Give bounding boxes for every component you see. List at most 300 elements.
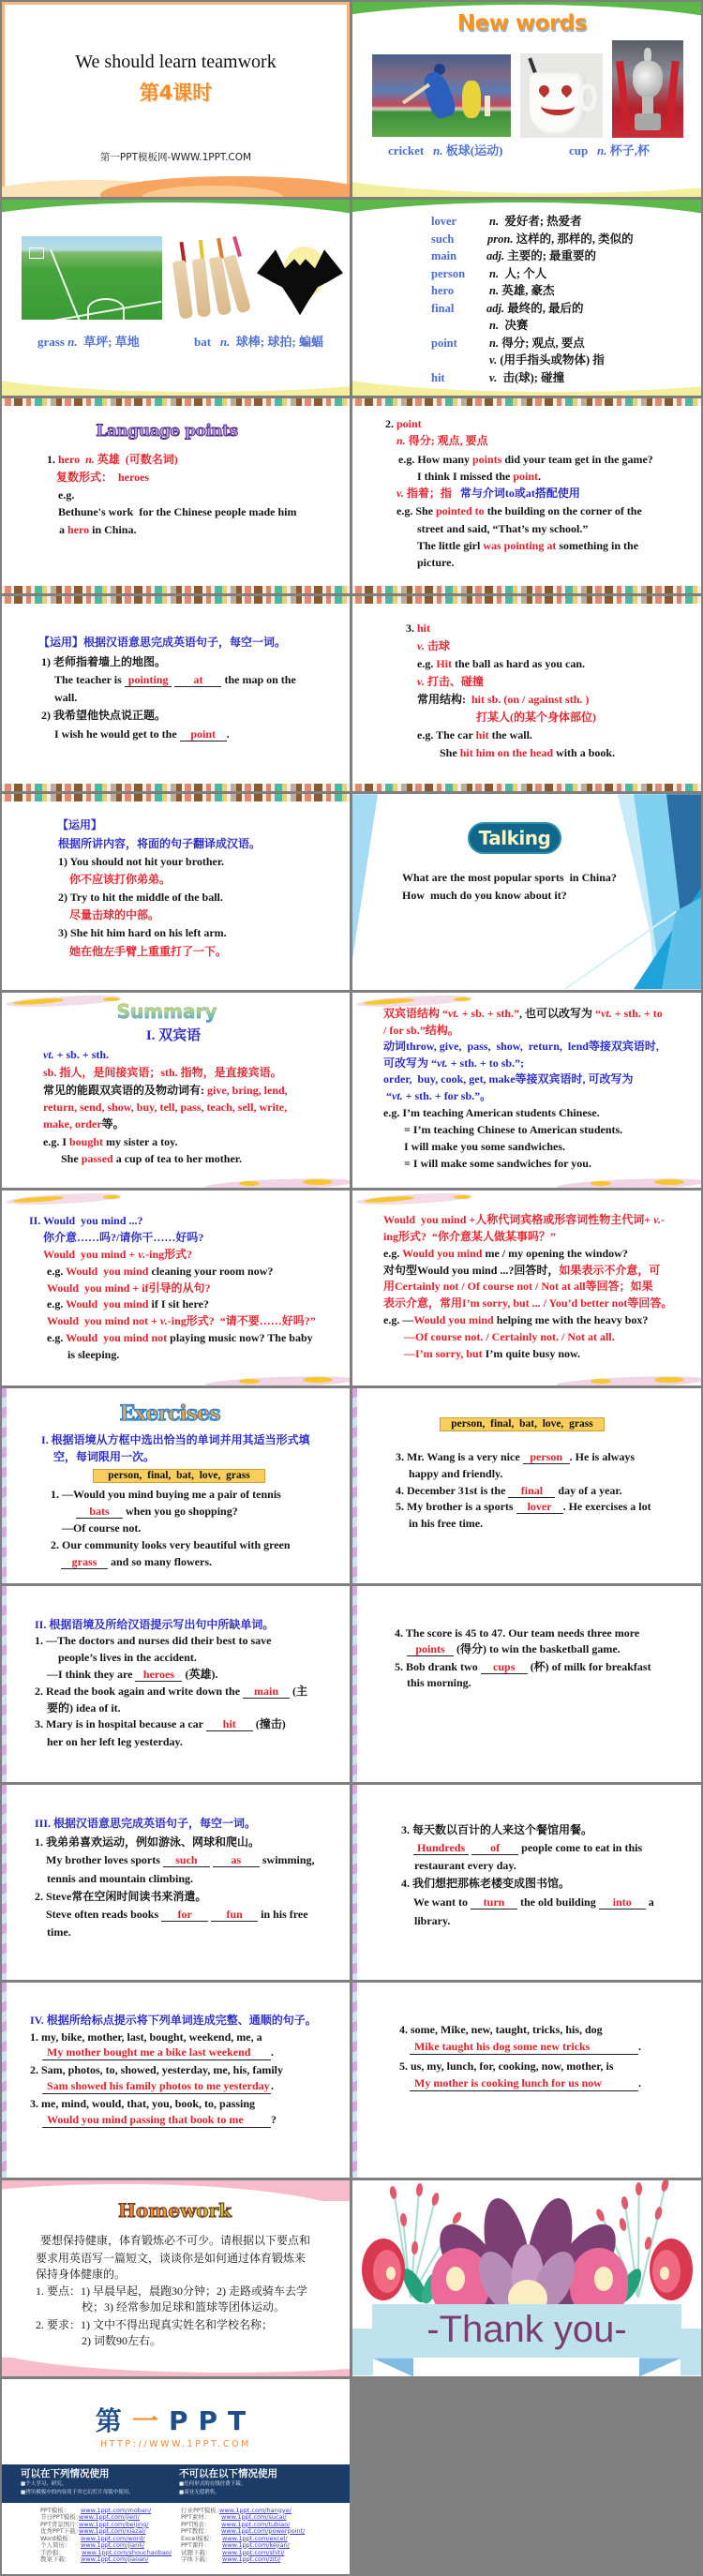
text-run: e.g.: [58, 487, 75, 502]
text-run: -ing形式? “请不要……好吗?”: [167, 1313, 316, 1327]
text-run: vt.: [392, 1088, 403, 1102]
text-run: We want to: [413, 1895, 471, 1909]
text-line: [43, 1065, 282, 1080]
text-run: 1. my, bike, mother, last, bought, weekend, me, a: [30, 2030, 262, 2044]
flower-bud: [399, 2213, 407, 2227]
text-run: day of a year.: [555, 1484, 622, 1498]
text-line: [69, 907, 159, 922]
link[interactable]: www.1ppt.com/tubiao/: [221, 2520, 291, 2528]
text-line: [29, 1213, 143, 1228]
text-run: vt.: [601, 1006, 612, 1020]
text-run: if I sit here?: [148, 1296, 209, 1310]
text-line: [54, 672, 296, 687]
text-run: 这样的, 那样的, 类似的: [513, 232, 634, 247]
text-line: [385, 416, 422, 431]
text-run: 得分; 观点, 要点: [499, 337, 585, 351]
text-run: the old building: [517, 1895, 599, 1909]
link-label: 手抄报：: [40, 2548, 65, 2556]
link-label: 行业PPT模板：: [181, 2506, 223, 2514]
banner-edge: [681, 2329, 701, 2375]
vocab-word: main: [431, 249, 457, 263]
text-run: e.g. The car: [417, 727, 476, 741]
text-run: 【运用】根据汉语意思完成英语句子，每空一词。: [38, 635, 287, 649]
text-run: points: [472, 452, 502, 466]
text-run: v.: [159, 1313, 168, 1327]
text-line: [395, 1659, 651, 1674]
text-run: 英雄 (可数名词): [94, 452, 178, 466]
text-run: Steve often reads books: [46, 1907, 162, 1921]
answer-blank: points: [407, 1642, 454, 1656]
text-run: (撞击): [252, 1717, 286, 1731]
text-run: swimming,: [259, 1852, 315, 1866]
slide-heading: [2, 2198, 348, 2223]
text-run: 打某人(的某个身体部位): [476, 710, 596, 724]
text-run: in his free: [258, 1907, 308, 1921]
vocab-caption: [194, 335, 323, 350]
text-line: [69, 872, 171, 887]
text-line: [404, 1346, 580, 1361]
text-line: [417, 638, 450, 653]
slide-exercises-4b: [352, 1983, 701, 2178]
text-run: (英雄).: [182, 1668, 218, 1682]
vocab-definition: [489, 283, 554, 298]
text-run: something in the: [556, 538, 639, 552]
stumps: [485, 96, 490, 116]
vocab-definition: [486, 301, 584, 316]
slide-talking: [352, 794, 701, 989]
slide-exercises-2b: [352, 1586, 701, 1781]
answer-blank: into: [599, 1895, 646, 1910]
text-run: Would you mind: [413, 1312, 494, 1326]
text-run: 常用结构:: [417, 692, 471, 706]
stripe-decoration: [352, 1388, 357, 1583]
link-label: 试题下载：: [181, 2548, 212, 2556]
text-run: 3. Mr. Wang is a very nice: [396, 1450, 523, 1464]
text-line: [402, 870, 617, 885]
text-run: wall.: [54, 690, 78, 704]
text-run: passed: [81, 1151, 113, 1165]
slide-thank-you: [352, 2180, 701, 2375]
vocab-word: point: [431, 337, 457, 351]
text-line: [417, 469, 541, 484]
link[interactable]: www.1ppt.com/shouchaobao/: [82, 2548, 172, 2556]
answer-blank: heroes: [135, 1668, 182, 1682]
link-label: PPT素材：: [181, 2512, 211, 2521]
answer-blank: as: [213, 1853, 260, 1867]
vocab-definition: [489, 266, 546, 281]
answer-line: [410, 2075, 641, 2091]
answer-blank: of: [471, 1841, 518, 1855]
link[interactable]: www.1ppt.com/shiti/: [222, 2548, 285, 2556]
text-line: [383, 1263, 660, 1278]
text-line: [395, 1625, 639, 1640]
word-bank-box: person, final, bat, love, grass: [440, 1417, 605, 1431]
answer-blank: person: [523, 1450, 570, 1464]
text-run: hit: [417, 621, 431, 635]
slide-heading: New words: [456, 11, 588, 36]
text-run: (得分) to win the basketball game.: [454, 1642, 621, 1656]
text-run: in his free time.: [409, 1517, 484, 1531]
text-line: [41, 708, 166, 723]
answer-blank: such: [163, 1853, 210, 1867]
text-line: [383, 1105, 600, 1120]
lesson-title: We should learn teamwork: [75, 52, 277, 72]
text-run: 要的) idea of it.: [47, 1701, 121, 1715]
text-run: 根据所讲内容，将面的句子翻译成汉语。: [58, 837, 262, 851]
allowed-item: ■个人学习、研究。: [21, 2480, 67, 2487]
text-run: vt.: [437, 1056, 448, 1070]
text-run: .: [538, 469, 542, 483]
text-line: [383, 1088, 491, 1103]
text-run: + sth. + to: [611, 1006, 663, 1020]
text-run: n.: [489, 267, 500, 281]
text-line: [58, 890, 223, 905]
text-line: [409, 1466, 502, 1481]
text-run: I’m quite busy now.: [482, 1346, 581, 1360]
text-line: [59, 522, 136, 537]
link[interactable]: www.1ppt.com/jianli/: [81, 2540, 145, 2549]
text-line: [35, 1889, 206, 1904]
link[interactable]: www.1ppt.com/beijing/: [79, 2520, 149, 2528]
text-line: [401, 1822, 592, 1837]
text-line: [476, 710, 596, 725]
link[interactable]: www.1ppt.com/powerpoint/: [221, 2526, 306, 2535]
text-run: I wish he would get to the: [54, 726, 180, 741]
slide-point: [352, 398, 701, 593]
text-line: [54, 726, 230, 741]
text-run: 杯子,杯: [606, 143, 650, 157]
text-run: hero: [58, 452, 86, 466]
text-line: [414, 1913, 450, 1928]
ribbon: [616, 61, 631, 130]
text-run: picture.: [417, 555, 455, 569]
text-line: [76, 1504, 238, 1519]
link-label: PPT课件：: [181, 2540, 211, 2549]
text-run: = I’m teaching Chinese to American students.: [404, 1122, 623, 1136]
text-run: n.: [596, 143, 607, 157]
text-run: street and said, “That’s my school.”: [417, 521, 589, 535]
link[interactable]: www.1ppt.com/excel/: [222, 2534, 288, 2542]
slide-summary: [2, 993, 350, 1188]
text-run: 球棒; 球拍; 蝙蝠: [230, 335, 323, 350]
text-run: She: [440, 745, 460, 759]
text-run: 2. Sam, photos, to, showed, yesterday, me, his, family: [30, 2063, 284, 2077]
answer-blank: main: [243, 1685, 290, 1699]
link-label: PPT图表：: [181, 2520, 211, 2528]
text-run: 2) 词数90左右。: [82, 2334, 161, 2348]
text-run: 你不应该打你弟弟。: [69, 873, 172, 887]
link[interactable]: www.1ppt.com/moban/: [81, 2506, 152, 2514]
text-line: [396, 1499, 651, 1514]
answer-blank: fun: [211, 1908, 258, 1922]
text-run: make, order: [43, 1116, 102, 1131]
text-run: people’s lives in the accident.: [58, 1651, 197, 1665]
text-line: [47, 1264, 273, 1279]
text-run: helping me with the heavy box?: [493, 1312, 649, 1326]
link[interactable]: www.1ppt.com/kejian/: [222, 2540, 290, 2549]
link[interactable]: www.1ppt.com/jieri/: [79, 2512, 140, 2521]
vocab-word: final: [431, 302, 455, 316]
text-line: [30, 2062, 283, 2077]
text-run: happy and friendly.: [409, 1467, 503, 1481]
flower-bud: [411, 2241, 419, 2254]
text-line: [58, 854, 224, 869]
text-line: [383, 1071, 634, 1086]
text-run: 一: [131, 2404, 169, 2436]
ribbon-tail: [372, 2358, 413, 2375]
field-arc: [87, 298, 125, 320]
text-line: [56, 470, 149, 485]
text-run: + sth. + to sb.”;: [447, 1056, 525, 1070]
text-run: and so many flowers.: [108, 1555, 213, 1569]
slide-new-words-2: [2, 200, 350, 395]
ribbon-tail: [639, 2358, 681, 2375]
text-run: .: [226, 726, 230, 741]
banner-edge: [352, 2329, 373, 2375]
text-run: -: [660, 1212, 665, 1226]
text-run: 1. —Would you mind buying me a pair of tennis: [51, 1488, 281, 1502]
slide-new-words: [352, 2, 701, 197]
text-line: [47, 1871, 193, 1886]
text-run: give, bring, lend,: [207, 1083, 288, 1097]
stripe-decoration: [352, 1586, 357, 1781]
vocab-definition: [489, 370, 564, 385]
text-run: n.: [67, 335, 78, 350]
vocab-caption: [388, 143, 502, 158]
text-run: cup: [569, 143, 589, 157]
text-run: e.g.: [47, 1330, 67, 1344]
text-run: 双宾语结构 “: [383, 1006, 449, 1020]
text-line: [69, 944, 227, 959]
link[interactable]: www.1ppt.com/ziti/: [222, 2554, 281, 2563]
text-run: —I’m sorry, but: [404, 1346, 483, 1360]
text-run: n.: [489, 337, 500, 351]
text-line: [404, 1329, 615, 1344]
slide-heading: [2, 999, 332, 1024]
text-run: when you go shopping?: [123, 1505, 238, 1519]
answer-blank: Would you mind passing that book to me: [42, 2113, 271, 2128]
text-line: [396, 1449, 635, 1464]
text-run: pron.: [487, 232, 514, 247]
text-line: [409, 1516, 483, 1531]
text-run: III. 根据汉语意思完成英语句子，每空一词。: [35, 1816, 257, 1830]
answer-blank: final: [508, 1484, 555, 1498]
text-run: hit: [475, 727, 489, 741]
text-run: ing形式? “你介意某人做某事吗？”: [383, 1229, 557, 1243]
text-run: 3) She hit him hard on his left arm.: [58, 926, 227, 940]
text-line: [35, 1633, 271, 1648]
text-run: bought: [69, 1134, 104, 1148]
text-line: [67, 1347, 119, 1362]
text-run: this morning.: [407, 1676, 471, 1690]
text-line: [61, 1151, 242, 1166]
text-line: [30, 2013, 317, 2028]
answer-blank: Sam showed his family photos to me yesterday: [42, 2079, 271, 2094]
text-run: .: [271, 2079, 274, 2093]
text-run: 爱好者; 热爱者: [499, 215, 582, 229]
brush-decoration: [454, 997, 471, 1001]
text-line: [383, 1039, 659, 1054]
text-line: [54, 690, 77, 705]
text-run: 2. Read the book again and write down the: [35, 1685, 244, 1699]
slide-hit: [352, 596, 701, 791]
text-line: [402, 888, 567, 903]
text-line: [35, 1684, 307, 1699]
stripe-decoration: [352, 1785, 357, 1980]
text-run: 1) 老师指着墙上的地图。: [41, 654, 166, 668]
text-run: v.: [417, 674, 425, 688]
answer-blank: Hundreds: [413, 1841, 469, 1855]
text-line: [396, 503, 642, 518]
goal: [29, 247, 44, 259]
text-line: [53, 1449, 155, 1464]
vocab-word: lover: [431, 215, 457, 229]
text-run: 可改写为 “: [383, 1056, 438, 1070]
flower-bud: [653, 2207, 663, 2221]
text-line: [61, 1554, 212, 1569]
text-run: adj.: [486, 249, 505, 263]
mug-photo: [520, 53, 603, 138]
text-line: [399, 2022, 603, 2037]
pattern-border: [352, 398, 701, 406]
text-line: [58, 1650, 197, 1665]
text-run: v.: [489, 371, 498, 385]
text-run: e.g. I: [43, 1134, 69, 1148]
text-line: [82, 2299, 285, 2314]
text-run: (主: [290, 1685, 308, 1699]
link[interactable]: www.1ppt.com/jiaoan/: [81, 2554, 149, 2563]
text-line: [406, 621, 430, 636]
text-run: e.g.: [47, 1296, 67, 1310]
slide-practice-1: [2, 596, 350, 791]
text-line: [417, 674, 484, 689]
slide-template-info: [2, 2379, 350, 2574]
link[interactable]: www.1ppt.com/xiazai/: [79, 2526, 146, 2535]
text-line: [383, 1056, 524, 1071]
text-run: n.: [219, 335, 231, 350]
text-run: How much do you know about it?: [402, 889, 567, 903]
text-run: 2. 要求：1) 文中不得出现真实姓名和学校名称；: [36, 2318, 273, 2332]
text-line: [35, 1835, 260, 1850]
pattern-border: [2, 784, 350, 791]
text-line: [413, 1840, 642, 1855]
text-line: [58, 836, 261, 851]
text-run: hero: [67, 522, 90, 536]
text-run: n.: [489, 215, 500, 229]
text-run: a: [59, 522, 67, 536]
text-run: 得分; 观点, 要点: [405, 433, 488, 447]
text-line: [43, 1134, 177, 1149]
text-run: 1.: [47, 452, 58, 466]
text-line: [407, 1675, 471, 1690]
ribbon: [665, 61, 680, 130]
text-run: the building on the corner of the: [484, 503, 642, 517]
answer-blank: grass: [61, 1555, 108, 1569]
slide-heading: Exercises: [119, 1401, 220, 1427]
answer-line: [410, 2039, 641, 2055]
text-line: [417, 727, 532, 742]
text-run: 她在他左手臂上重重打了一下。: [69, 945, 228, 959]
text-run: 等。: [101, 1116, 125, 1131]
text-run: 1. —The doctors and nurses did their best to save: [35, 1634, 272, 1648]
slide-practice-2: [2, 794, 350, 989]
brand-logo: [2, 2405, 350, 2437]
text-run: 尽量击球的中部。: [69, 908, 160, 922]
text-line: [417, 692, 589, 707]
text-line: [47, 1281, 211, 1295]
pattern-border: [352, 586, 701, 593]
vocab-definition: [489, 336, 585, 351]
vocab-definition: [489, 352, 605, 367]
trophy-photo: [612, 40, 683, 138]
pattern-border: [2, 586, 350, 593]
link[interactable]: www.1ppt.com/hangye/: [219, 2506, 292, 2514]
text-run: 打击、碰撞: [424, 674, 484, 688]
text-run: e.g. I’m teaching American students Chinese.: [383, 1105, 600, 1119]
text-run: + sth. + for sb.”。: [402, 1088, 492, 1102]
pattern-border: [352, 596, 701, 604]
vocab-caption: [37, 335, 140, 350]
text-run: n.: [433, 143, 443, 157]
link-label: 优秀PPT下载：: [40, 2526, 82, 2535]
text-run: She: [61, 1151, 82, 1165]
text-run: Would you mind: [66, 1296, 149, 1310]
text-run: 常见的能跟双宾语的及物动词有:: [43, 1083, 207, 1097]
vocab-word: hero: [431, 284, 455, 298]
text-run: [424, 143, 433, 157]
answer-blank: pointing: [125, 673, 172, 687]
link-label: Excel模板：: [181, 2534, 216, 2542]
text-run: .: [638, 2040, 641, 2054]
text-line: [38, 635, 286, 650]
text-run: + sb. + sth.: [53, 1047, 110, 1061]
text-run: e.g.: [47, 1264, 67, 1278]
text-run: my sister a toy.: [103, 1134, 178, 1148]
text-run: 2) Try to hit the middle of the ball.: [58, 891, 223, 905]
text-run: 指着；指: [403, 486, 460, 500]
text-line: [396, 486, 580, 501]
text-run: Hit: [436, 656, 452, 670]
text-run: -ing形式?: [145, 1247, 193, 1261]
text-run: e.g. She: [396, 503, 436, 517]
text-run: v.: [396, 486, 404, 500]
thank-you-text: -Thank you-: [426, 2309, 627, 2351]
text-run: Would you mind not: [66, 1330, 168, 1344]
text-line: [383, 1006, 663, 1021]
text-run: The little girl: [417, 538, 484, 552]
forbidden-item: ■商业无偿销售。: [179, 2489, 220, 2495]
text-run: me / my opening the window?: [482, 1246, 628, 1260]
pattern-border: [2, 794, 350, 801]
brush-decoration: [654, 1179, 684, 1185]
text-line: [41, 1432, 310, 1447]
text-line: [47, 1313, 316, 1328]
link[interactable]: www.1ppt.com/word/: [81, 2534, 145, 2542]
text-run: —I think they are: [47, 1668, 136, 1682]
text-run: a cup of tea to her mother.: [112, 1151, 243, 1165]
answer-line: [42, 2044, 274, 2060]
text-run: 4. 我们想把那栋老楼变成图书馆。: [401, 1876, 571, 1890]
answer-blank: at: [174, 673, 221, 687]
text-line: [417, 538, 638, 553]
text-run: e.g.: [417, 656, 437, 670]
text-line: [383, 1295, 672, 1310]
text-run: PPT: [168, 2404, 257, 2436]
text-run: II. 根据语境及所给汉语提示写出句中所缺单词。: [35, 1618, 275, 1632]
forbidden-item: ■任何形式的在线付费下载。: [179, 2480, 247, 2487]
link[interactable]: www.1ppt.com/sucai/: [221, 2512, 287, 2521]
text-run: (杯) of milk for breakfast: [527, 1660, 651, 1674]
